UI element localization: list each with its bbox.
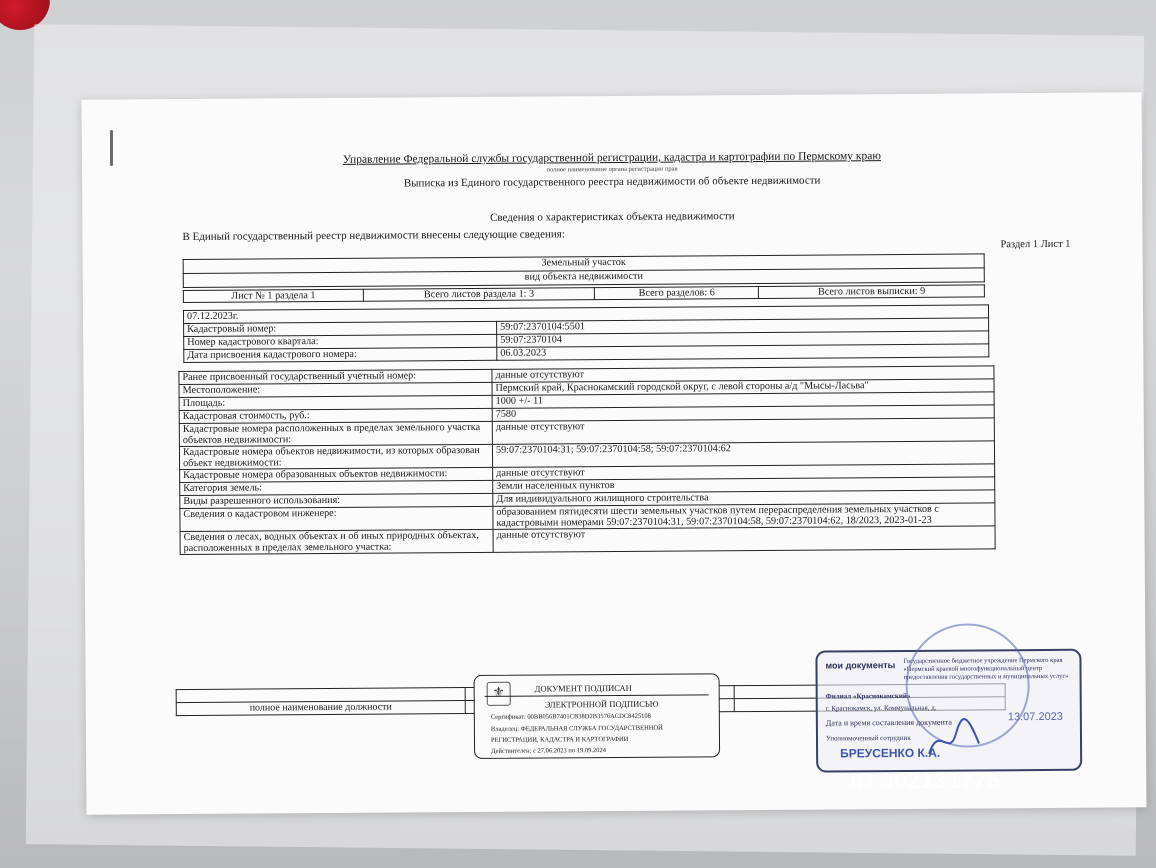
object-type: Земельный участок [183,254,984,274]
divider [485,694,709,697]
row-value: 1000 +/- 11 [492,392,994,409]
stamp-gov: Государственное бюджетное учреждение Пермского края «Пермский краевой многофункциональный центр предоставления государственных и муниципальных услуг» [903,656,1069,681]
row-value: данные отсутствуют [492,418,994,445]
stamp-name: БРЕУСЕНКО К.А. [840,745,941,761]
extract-date: 07.12.2023г. [183,305,988,324]
row-label: Площадь: [179,395,492,410]
total-sheets-section: Всего листов раздела 1: 3 [363,288,594,302]
row-value: Земли населенных пунктов [493,477,995,494]
section-title: Сведения о характеристиках объекта недвижимости [490,210,735,224]
object-type-caption: вид объекта недвижимости [183,268,984,288]
handwritten-signature [924,713,984,763]
row-value: данные отсутствуют [492,366,994,383]
row-value: 59:07:2370104:5501 [497,318,989,334]
document-title: Выписка из Единого государственного реестра недвижимости об объекте недвижимости [403,174,821,190]
main-info-table [183,304,989,363]
row-label: Номер кадастрового квартала: [184,334,497,349]
row-value: данные отсутствуют [493,526,995,553]
row-label: Местоположение: [179,382,492,397]
row-label: Дата присвоения кадастрового номера: [184,347,497,362]
stamp-authorized: Уполномоченный сотрудник [825,733,911,743]
electronic-signature-block [474,673,721,759]
object-type-table [183,253,985,288]
row-label: Кадастровый номер: [184,321,497,336]
row-value: 7580 [492,405,994,422]
position-caption: полное наименование должности [176,701,465,716]
owner: Владелец: ФЕДЕРАЛЬНАЯ СЛУЖБА ГОСУДАРСТВЕННОЙ [490,724,663,733]
row-label: Ранее присвоенный государственный учетный номер: [179,369,492,384]
row-value: 59:07:2370104 [497,331,989,347]
row-value: 59:07:2370104:31; 59:07:2370104:58; 59:07:2370104:62 [492,441,994,468]
emblem-icon: ⚜ [487,682,511,706]
row-label: Категория земель: [180,480,493,495]
section-sheet: Раздел 1 Лист 1 [1000,238,1071,251]
stamp-date: 13.07.2023 [1007,710,1063,724]
sheet-info-table [183,284,985,303]
organization-name: Управление Федеральной службы государственной регистрации, кадастра и картографии по Пермскому краю [342,150,882,166]
organization-caption: полное наименование органа регистрации прав [546,165,678,174]
total-sheets-extract: Всего листов выписки: 9 [759,285,985,299]
row-label: Кадастровые номера образованных объектов недвижимости: [180,467,493,482]
signed-line2: ЭЛЕКТРОННОЙ ПОДПИСЬЮ [544,698,659,710]
row-label: Кадастровые номера расположенных в пределах земельного участка объектов недвижимости: [179,421,492,446]
row-label: Виды разрешенного использования: [180,493,493,508]
row-value: Для индивидуального жилищного строительства [493,490,995,507]
row-value: данные отсутствуют [493,464,995,481]
owner2: РЕГИСТРАЦИИ, КАДАСТРА И КАРТОГРАФИИ [490,735,629,744]
stamp-branch: Филиал «Краснокамский» [825,691,911,701]
stamp-date-caption: Дата и время составления документа [825,717,952,728]
row-value: образованием пятидесяти шести земельных участков путем перераспределения земельных участков с кадастровыми номерами 59:07:2370104:31, 59:07:2370104:58, 59:07:2370104:62, 18/2023, 2023-01-23 [493,503,995,530]
row-label: Сведения о кадастровом инженере: [180,506,493,531]
row-label: Кадастровая стоимость, руб.: [179,408,492,423]
sheet-no: Лист № 1 раздела 1 [183,289,363,302]
total-sections: Всего разделов: 6 [595,286,759,299]
row-value: 06.03.2023 [497,344,989,360]
watermark: ID 302131775 [850,768,1001,793]
document-sheet [82,92,1147,814]
row-label: Сведения о лесах, водных объектах и об иных природных объектах, расположенных в пределах земельного участка: [180,529,493,554]
mfc-logo: мои документы [825,660,896,671]
row-label: Кадастровые номера объектов недвижимости, из которых образован объект недвижимости: [179,444,492,469]
intro-text: В Единый государственный реестр недвижимости внесены следующие сведения: [182,228,565,244]
staple [110,130,113,166]
row-value: Пермский край, Краснокамский городской округ, с левой стороны а/д "Мысы-Ласьва" [492,379,994,396]
stamp-address: г. Краснокамск, ул. Коммунальная, д. [825,703,937,713]
signed-line1: ДОКУМЕНТ ПОДПИСАН [534,682,632,694]
validity: Действителен: с 27.06.2023 по 19.09.2024 [491,747,607,755]
certificate: Сертификат: 00BB056B7401CB38D2B3576ACDC8425108 [490,712,651,721]
details-table [178,365,995,555]
